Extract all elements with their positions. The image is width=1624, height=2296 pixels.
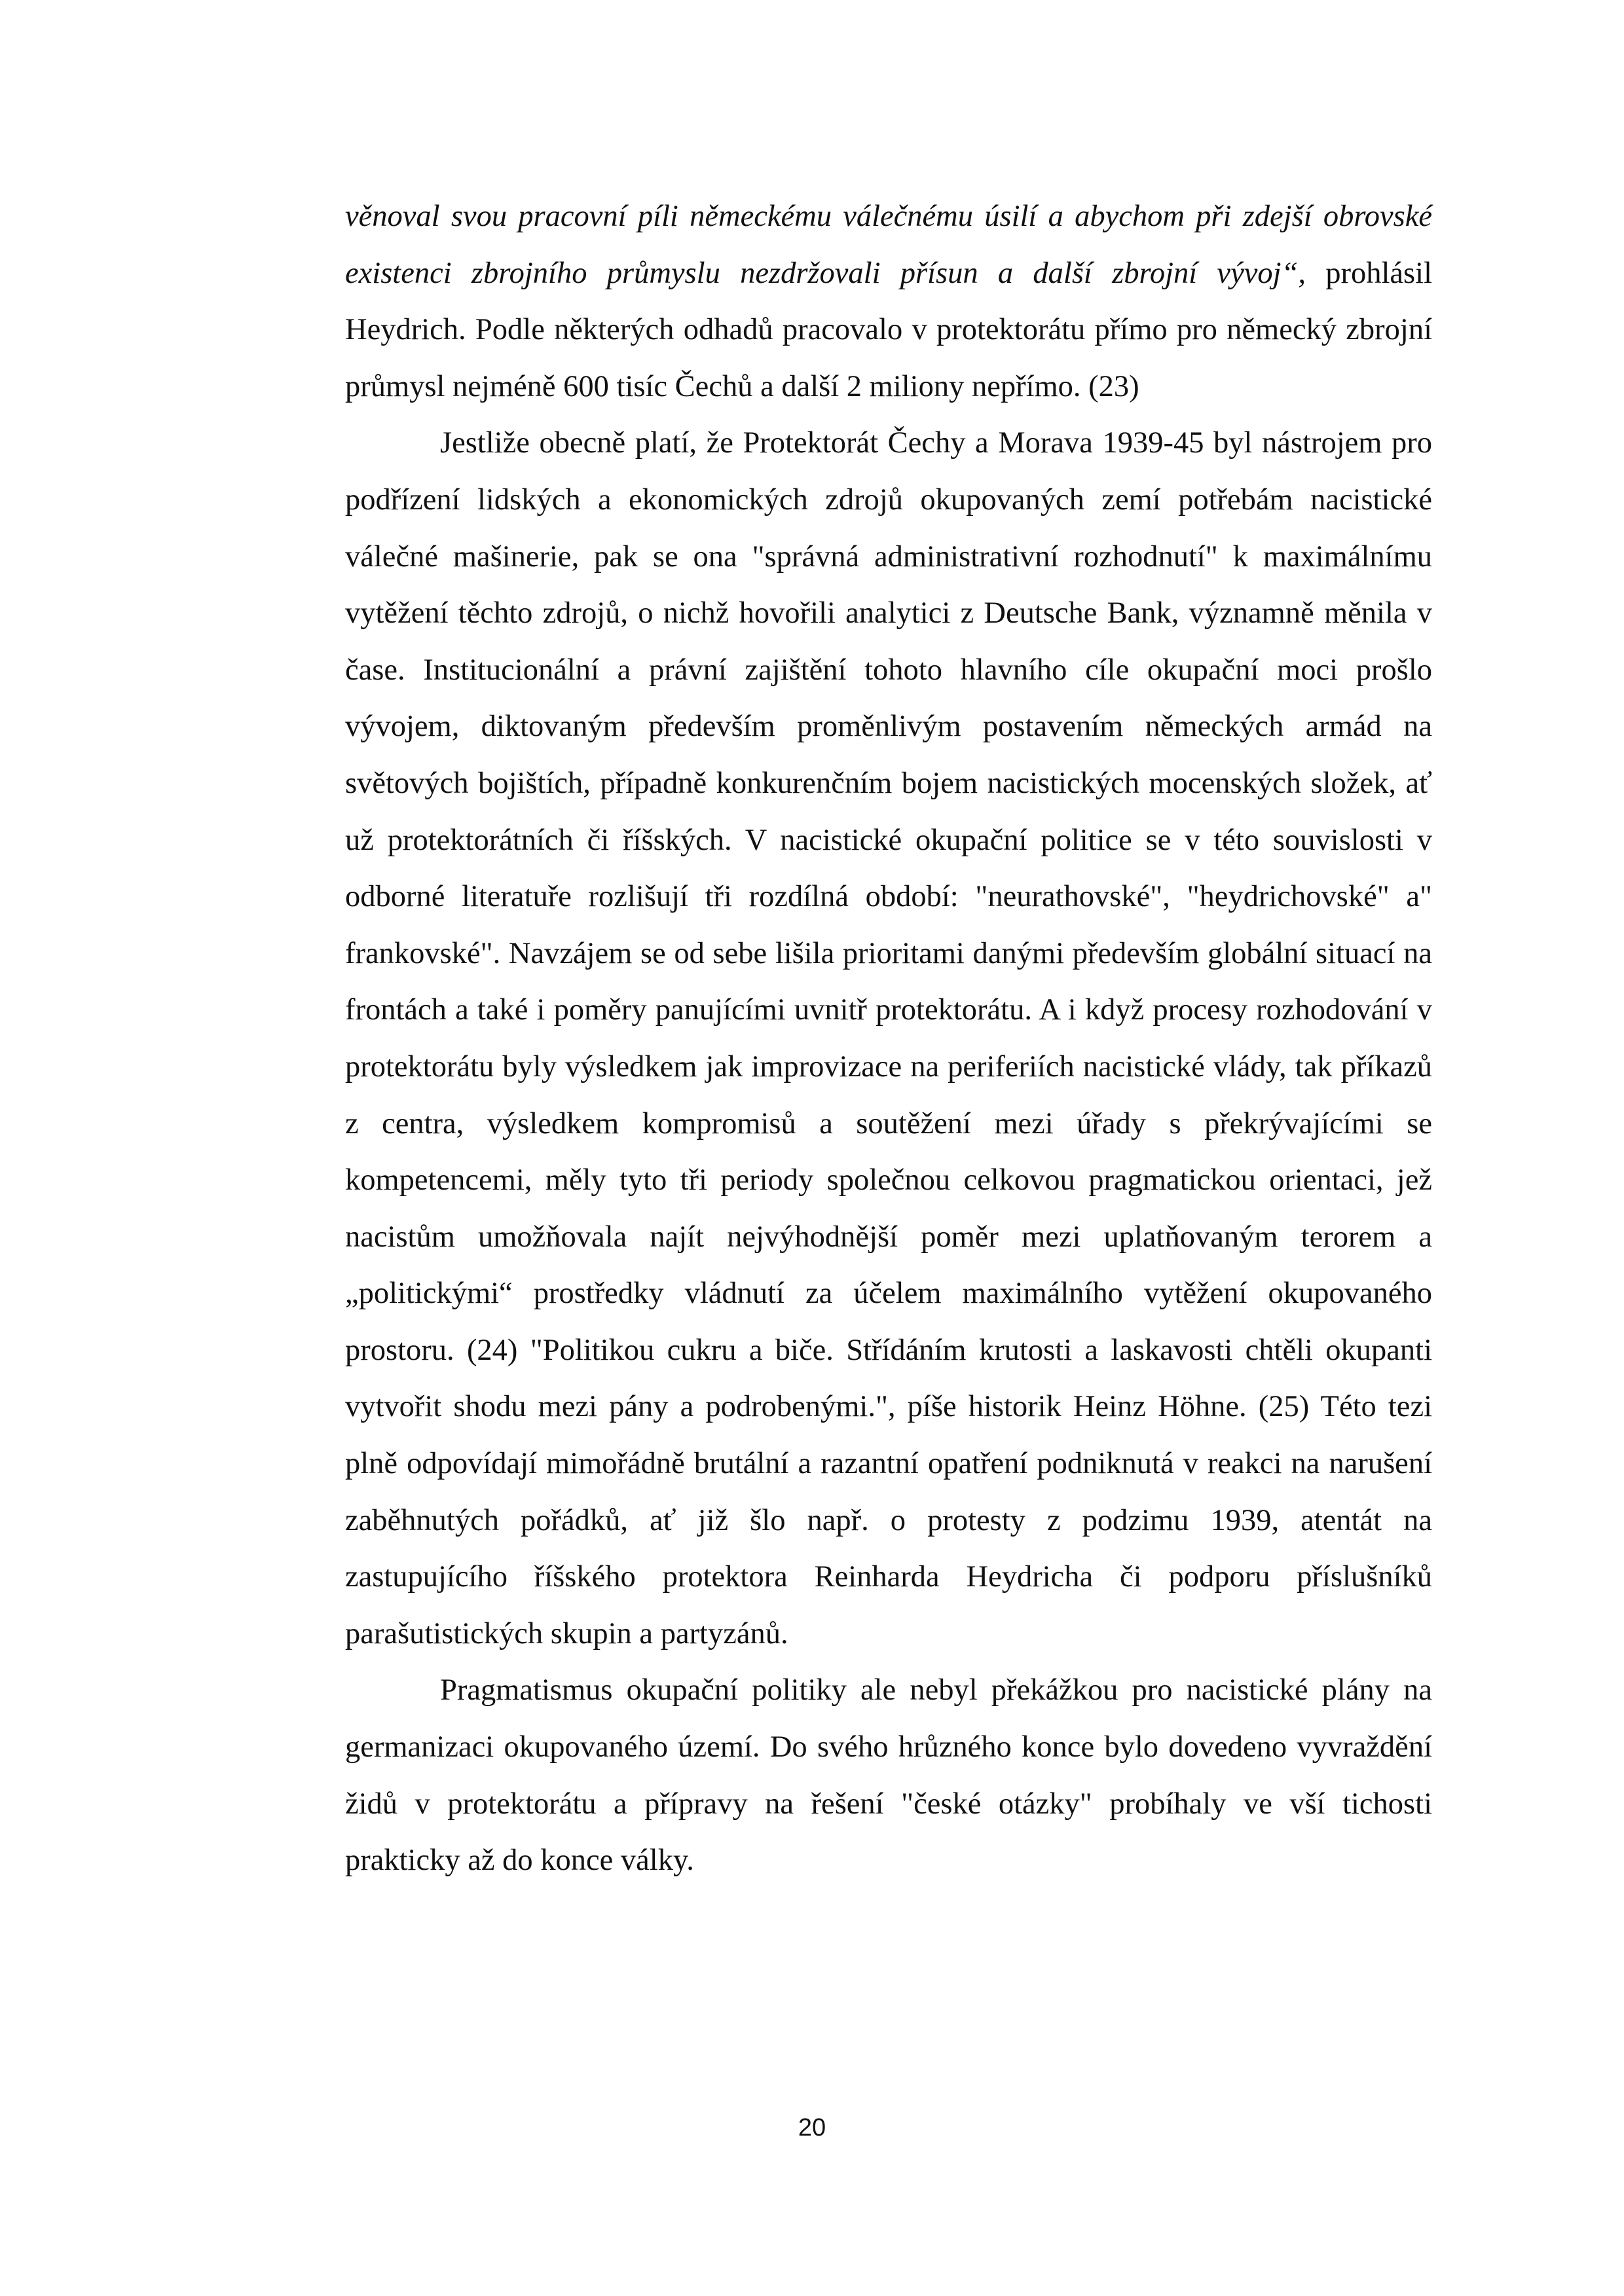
paragraph-2: Jestliže obecně platí, že Protektorát Čechy a Morava 1939-45 byl nástrojem pro podřízení lidských a ekonomických zdrojů okupovaných zemí potřebám nacistické válečné mašinerie, pak se ona "správná administrativní rozhodnutí" k maximálnímu vytěžení těchto zdrojů, o nichž hovořili analytici z Deutsche Bank, významně měnila v čase. Institucionální a právní zajištění tohoto hlavního cíle okupační moci prošlo vývojem, diktovaným především proměnlivým postavením německých armád na světových bojištích, případně konkurenčním bojem nacistických mocenských složek, ať už protektorátních či říšských. V nacistické okupační politice se v této souvislosti v odborné literatuře rozlišují tři rozdílná období: "neurathovské", "heydrichovské" a" frankovské". Navzájem se od sebe lišila prioritami danými především globální situací na frontách a také i poměry panujícími uvnitř protektorátu. A i když procesy rozhodování v protektorátu byly výsledkem jak improvizace na periferiích nacistické vlády, tak příkazů z centra, výsledkem kompromisů a soutěžení mezi úřady s překrývajícími se kompetencemi, měly tyto tři periody společnou celkovou pragmatickou orientaci, jež nacistům umožňovala najít nejvýhodnější poměr mezi uplatňovaným terorem a „politickými“ prostředky vládnutí za účelem maximálního vytěžení okupovaného prostoru. (24) "Politikou cukru a biče. Střídáním krutosti a laskavosti chtěli okupanti vytvořit shodu mezi pány a podrobenými.", píše historik Heinz Höhne. (25) Této tezi plně odpovídají mimořádně brutální a razantní opatření podniknutá v reakci na narušení zaběhnutých pořádků, ať již šlo např. o protesty z podzimu 1939, atentát na zastupujícího říšského protektora Reinharda Heydricha či podporu příslušníků parašutistických skupin a partyzánů.	[345, 426, 1432, 1650]
paragraph-1-text: prohlásil Heydrich. Podle některých odhadů pracovalo v protektorátu přímo pro německý zbrojní průmysl nejméně 600 tisíc Čechů a další 2 miliony nepřímo. (23)	[345, 256, 1432, 403]
paragraph-1	[345, 189, 1432, 415]
body-text	[345, 189, 1432, 1889]
page-number: 20	[798, 2114, 826, 2141]
paragraph-3: Pragmatismus okupační politiky ale nebyl překážkou pro nacistické plány na germanizaci okupovaného území. Do svého hrůzného konce bylo dovedeno vyvraždění židů v protektorátu a přípravy na řešení "české otázky" probíhaly ve vší tichosti prakticky až do konce války.	[345, 1673, 1432, 1878]
quote-italic: věnoval svou pracovní píli německému válečnému úsilí a abychom při zdejší obrovské existenci zbrojního průmyslu nezdržovali přísun a další zbrojní vývoj“,	[345, 200, 1432, 290]
